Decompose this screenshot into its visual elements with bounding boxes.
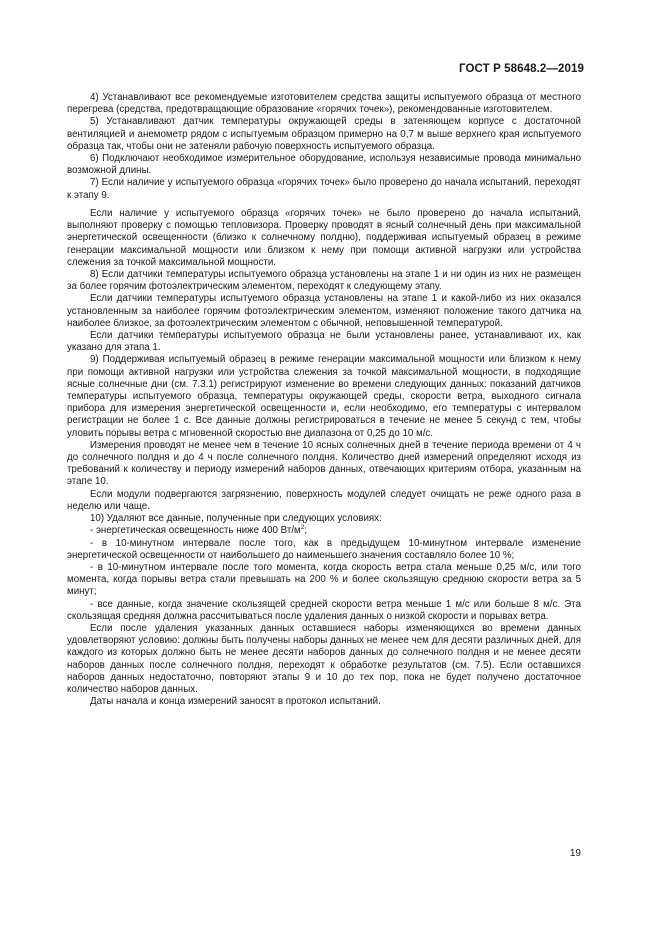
sensor-relocation-paragraph: Если датчики температуры испытуемого образца установлены на этапе 1 и какой-либо из них оказался установленным за наиболее горячим фотоэлектрическим элементом, изменяют положение такого датчика на наиболее близкое, за фотоэлектрическим элементом с обычной, неповышенной температурой.: [67, 293, 581, 329]
step-4-paragraph: 4) Устанавливают все рекомендуемые изготовителем средства защиты испытуемого образца от местного перегрева (средства, предотвращающие образование «горячих точек»), рекомендованные изготовителем.: [67, 92, 581, 116]
exclusion-item-wind-average: - все данные, когда значение скользящей средней скорости ветра меньше 1 м/с или больше 8 м/с. Эта скользящая средняя должна рассчитываться после удаления данных о низкой скорости и порывах ветра.: [67, 598, 581, 622]
document-body: [67, 92, 581, 708]
step-9-paragraph: 9) Поддерживая испытуемый образец в режиме генерации максимальной мощности или близком к нему при помощи активной нагрузки или устройства слежения за точкой максимальной мощности, в подходящие ясные солнечные дни (см. 7.3.1) регистрируют изменение во времени следующих данных: показаний датчиков температуры испытуемого образца, температуры окружающей среды, скорости ветра, выходного сигнала прибора для измерения энергетической освещенности и, если необходимо, его температуры с интервалом регистрации не более 1 с. Все данные должны регистрироваться в течение не менее 5 секунд с тем, чтобы уловить порывы ветра с мгновенной скоростью вне диапазона от 0,25 до 10 м/с.: [67, 354, 581, 439]
exclusion-item-irradiance-change: - в 10-минутном интервале после того, как в предыдущем 10-минутном интервале изменение энергетической освещенности от наибольшего до наименьшего значения составляло более 10 %;: [67, 537, 581, 561]
measurement-period-paragraph: Измерения проводят не менее чем в течение 10 ясных солнечных дней в течение периода времени от 4 ч до солнечного полдня и до 4 ч после солнечного полдня. Количество дней измерений определяют исходя из требований к количеству и периоду измерений наборов данных, отвечающих критериям отбора, указанным на этапе 10.: [67, 439, 581, 488]
exclusion-item-wind-gust: - в 10-минутном интервале после того момента, когда скорость ветра стала меньше 0,25 м/с, или того момента, когда порывы ветра стали превышать на 200 % и более скользящую среднюю скорости ветра за 5 минут;: [67, 561, 581, 598]
standard-code-header: ГОСТ Р 58648.2—2019: [459, 63, 584, 75]
irradiance-text: - энергетическая освещенность ниже 400 Вт/м: [90, 525, 301, 537]
dates-record-paragraph: Даты начала и конца измерений заносят в протокол испытаний.: [90, 696, 381, 708]
exclusion-item-irradiance: [67, 525, 581, 537]
page-number: 19: [569, 848, 581, 859]
hot-spot-check-paragraph: Если наличие у испытуемого образца «горячих точек» не было проверено до начала испытаний, выполняют проверку с помощью тепловизора. Проверку проводят в ясный солнечный день при максимальной энергетической освещенности (близко к солнечному полдню), поддерживая испытуемый образец в режиме генерации максимальной мощности или близком к нему при помощи активной нагрузки или устройства слежения за точкой максимальной мощности.: [67, 208, 581, 268]
step-8-paragraph: 8) Если датчики температуры испытуемого образца установлены на этапе 1 и ни один из них не размещен за более горячим фотоэлектрическим элементом, переходят к следующему этапу.: [67, 269, 581, 293]
cleaning-paragraph: Если модули подвергаются загрязнению, поверхность модулей следует очищать не реже одного раза в неделю или чаще.: [67, 488, 581, 512]
irradiance-suffix: ;: [304, 525, 308, 537]
step-5-paragraph: 5) Устанавливают датчик температуры окружающей среды в затеняющем корпусе с достаточной вентиляцией и анемометр рядом с испытуемым образцом примерно на 0,7 м выше верхнего края испытуемого образца так, чтобы они не затеняли рабочую поверхность испытуемого образца.: [67, 116, 581, 152]
remaining-data-paragraph: Если после удаления указанных данных оставшиеся наборы изменяющихся во времени данных удовлетворяют условию: должны быть получены наборы данных не менее чем для десяти различных дней, для каждого из которых должно быть не менее десяти наборов данных до солнечного полдня и не менее десяти наборов данных после солнечного полдня, переходят к обработке результатов (см. 7.5). Если оставшихся наборов данных недостаточно, повторяют этапы 9 и 10 до тех пор, пока не будет получено достаточное количество наборов данных.: [67, 622, 581, 695]
step-6-paragraph: 6) Подключают необходимое измерительное оборудование, используя независимые провода минимально возможной длины.: [67, 153, 581, 177]
step-10-paragraph: 10) Удаляют все данные, полученные при следующих условиях:: [90, 513, 382, 525]
sensor-install-paragraph: Если датчики температуры испытуемого образца не были установлены ранее, устанавливают их, как указано для этапа 1.: [67, 330, 581, 354]
superscript-2: 2: [300, 524, 305, 532]
step-7-paragraph: 7) Если наличие у испытуемого образца «горячих точек» было проверено до начала испытаний, переходят к этапу 9.: [67, 177, 581, 201]
